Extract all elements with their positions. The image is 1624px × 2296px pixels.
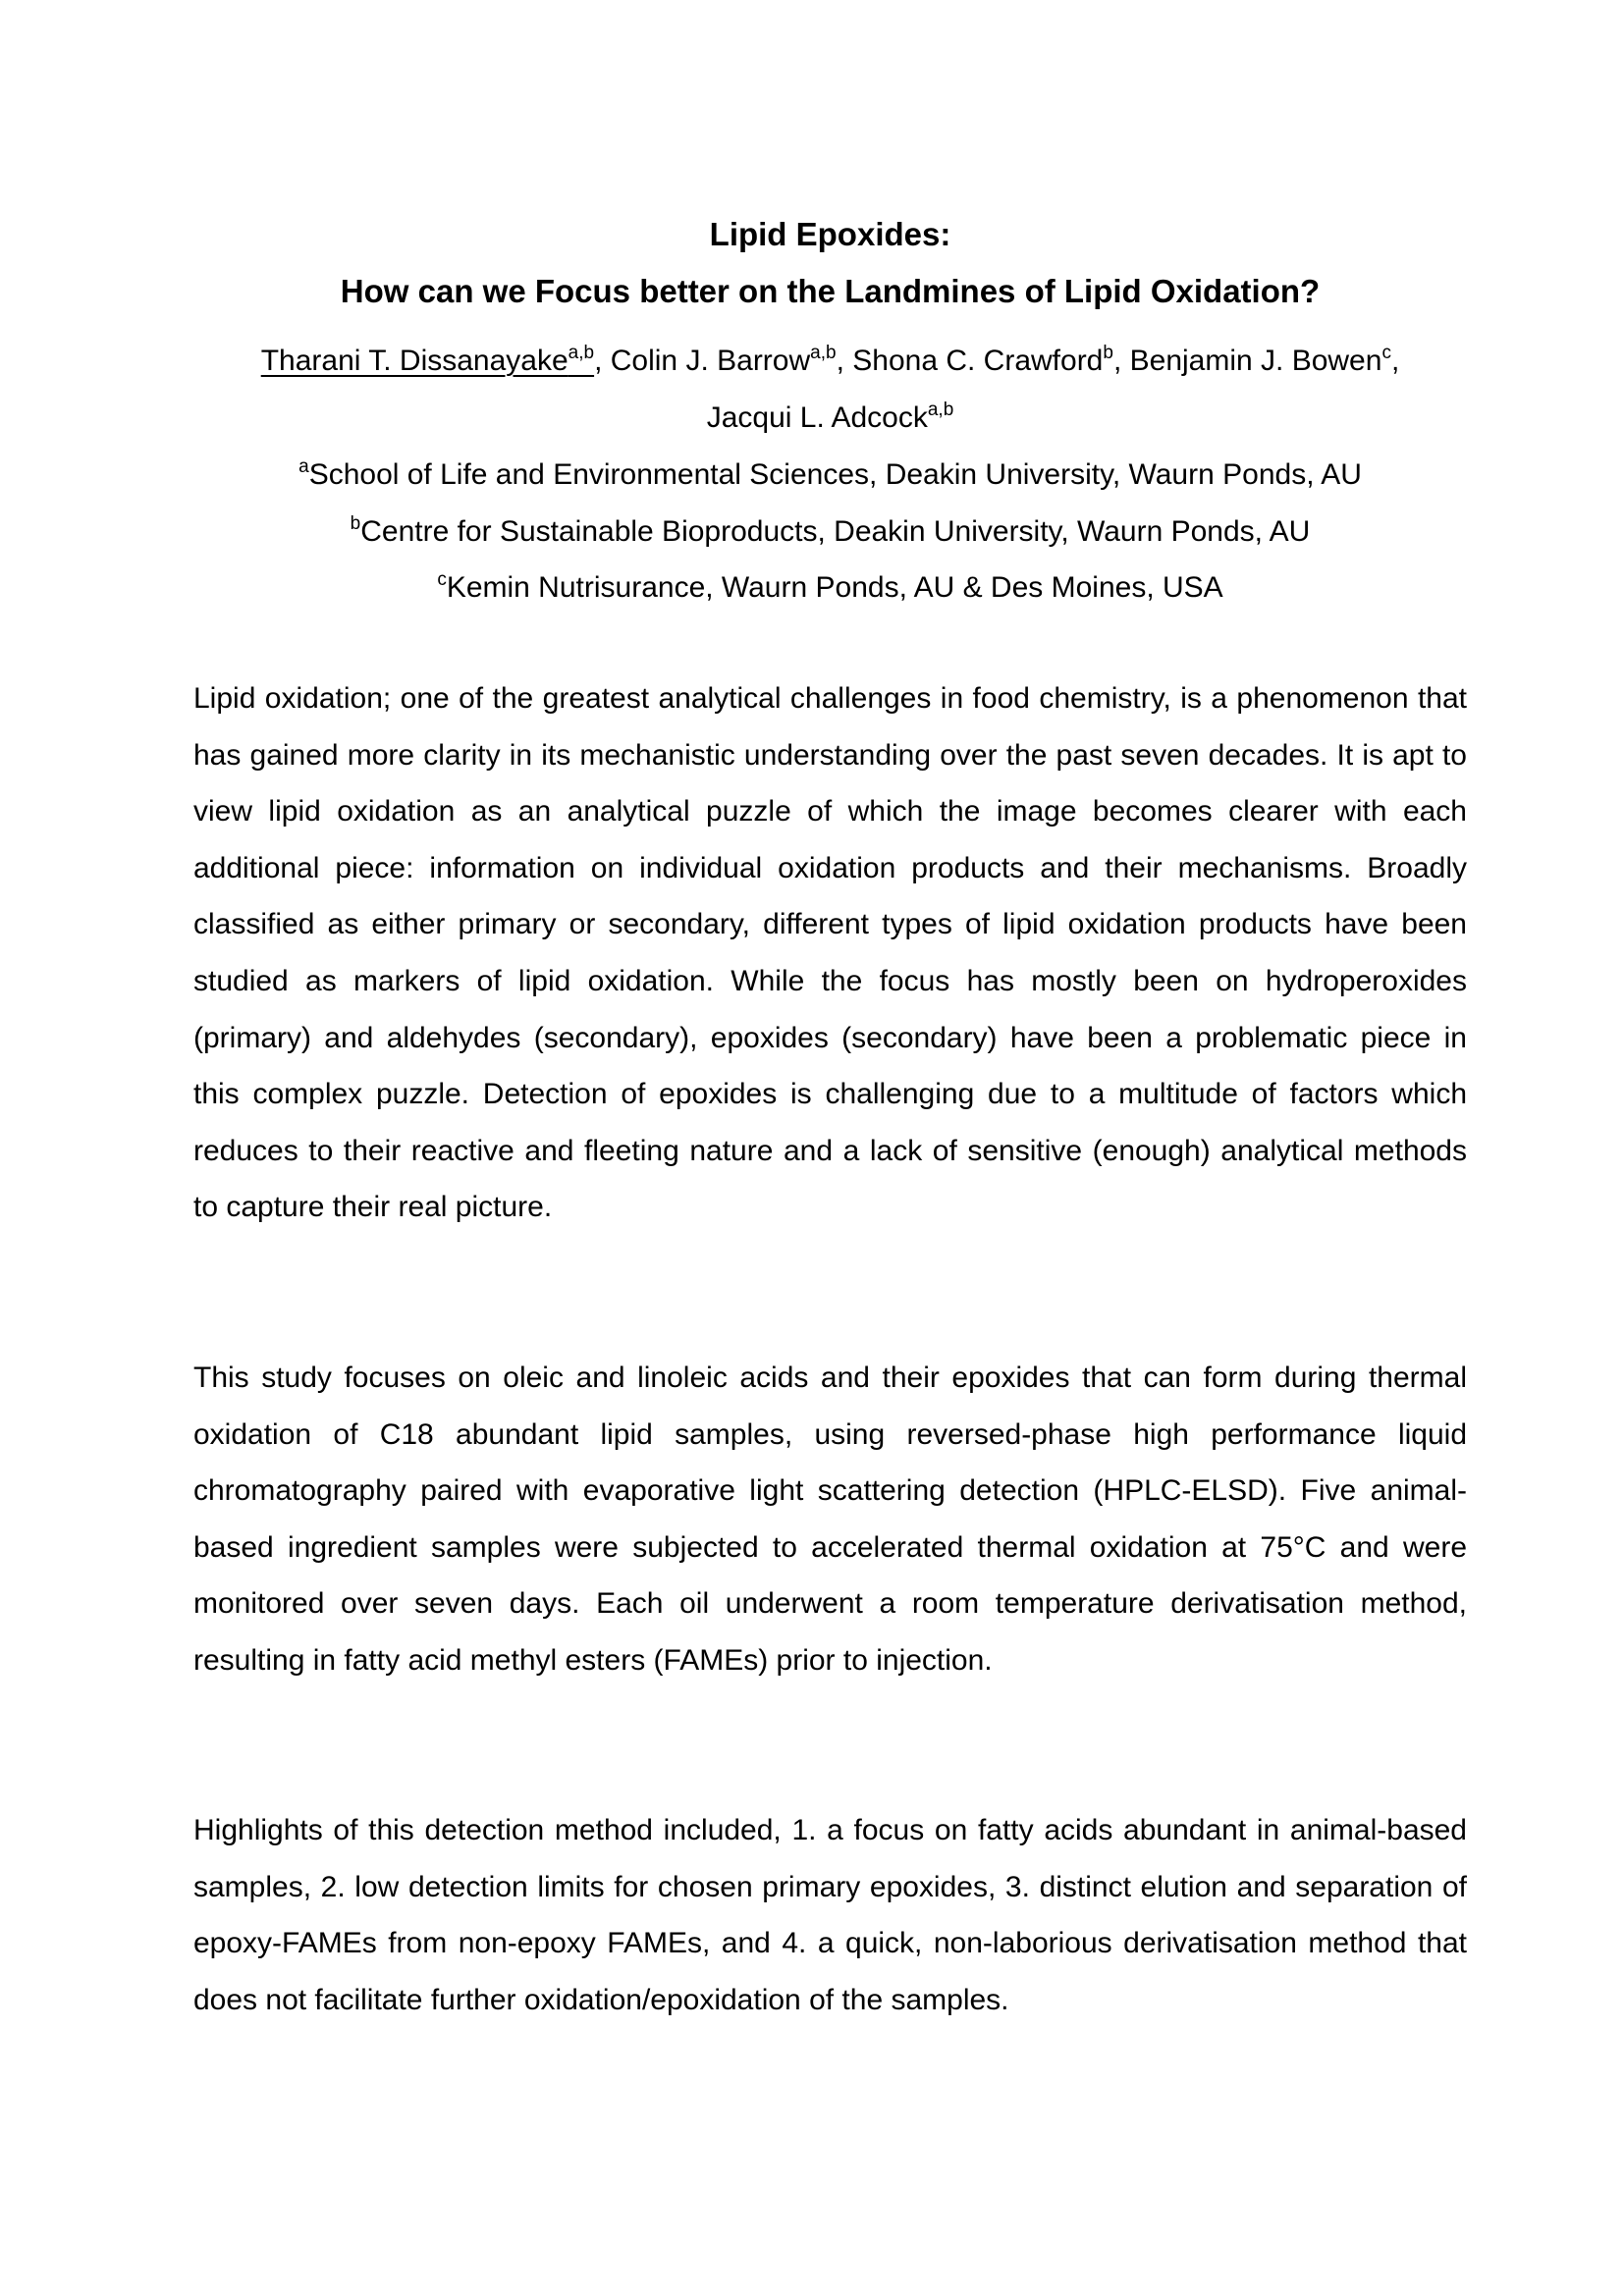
abstract-paragraph-1: Lipid oxidation; one of the greatest analytical challenges in food chemistry, is a phenomenon that has gained more clarity in its mechanistic understanding over the past seven decades. It is apt to view lipid oxidation as an analytical puzzle of which the image becomes clearer with each additional piece: information on individual oxidation products and their mechanisms. Broadly classified as either primary or secondary, different types of lipid oxidation products have been studied as markers of lipid oxidation. While the focus has mostly been on hydroperoxides (primary) and aldehydes (secondary), epoxides (secondary) have been a problematic piece in this complex puzzle. Detection of epoxides is challenging due to a multitude of factors which reduces to their reactive and fleeting nature and a lack of sensitive (enough) analytical methods to capture their real picture. xyxy=(193,682,1467,1224)
abstract-paragraph-3: Highlights of this detection method included, 1. a focus on fatty acids abundant in animal-based samples, 2. low detection limits for chosen primary epoxides, 3. distinct elution and separation of epoxy-FAMEs from non-epoxy FAMEs, and 4. a quick, non-laborious derivatisation method that does not facilitate further oxidation/epoxidation of the samples. xyxy=(193,1814,1467,2016)
author xyxy=(852,345,1113,377)
author xyxy=(611,345,837,377)
author-name: Benjamin J. Bowen xyxy=(1129,345,1382,377)
author-name: Jacqui L. Adcock xyxy=(706,400,928,434)
affiliation-mark: b xyxy=(1103,343,1113,363)
author xyxy=(707,401,954,434)
affiliation-mark: b xyxy=(350,512,361,534)
author-name: Shona C. Crawford xyxy=(852,345,1104,377)
affiliation-text: Centre for Sustainable Bioproducts, Deakin University, Waurn Ponds, AU xyxy=(360,514,1311,548)
title-line-2: How can we Focus better on the Landmines of Lipid Oxidation? xyxy=(340,273,1321,309)
affiliation-mark: c xyxy=(437,569,447,590)
author-list xyxy=(193,333,1467,446)
affiliation-b xyxy=(193,504,1467,561)
affiliation-c xyxy=(193,560,1467,616)
abstract-paragraph-2: This study focuses on oleic and linoleic acids and their epoxides that can form during thermal oxidation of C18 abundant lipid samples, using reversed-phase high performance liquid chromatography paired with evaporative light scattering detection (HPLC-ELSD). Five animal-based ingredient samples were subjected to accelerated thermal oxidation at 75°C and were monitored over seven days. Each oil underwent a room temperature derivatisation method, resulting in fatty acid methyl esters (FAMEs) prior to injection. xyxy=(193,1362,1467,1677)
affiliation-mark: a xyxy=(298,456,309,477)
affiliation-mark: a,b xyxy=(568,343,595,363)
author-presenting xyxy=(261,345,594,377)
author-name: Colin J. Barrow xyxy=(610,345,811,377)
affiliation-list xyxy=(193,447,1467,616)
author xyxy=(1130,345,1391,377)
affiliation-a xyxy=(193,447,1467,504)
author-separator: , xyxy=(1390,345,1400,377)
affiliation-mark: a,b xyxy=(927,399,954,420)
author-separator: , xyxy=(594,345,611,377)
author-separator: , xyxy=(1112,345,1130,377)
author-separator: , xyxy=(836,345,853,377)
affiliation-text: School of Life and Environmental Sciences, Deakin University, Waurn Ponds, AU xyxy=(308,458,1362,491)
affiliation-mark: c xyxy=(1381,343,1391,363)
title-line-1: Lipid Epoxides: xyxy=(709,216,951,252)
affiliation-mark: a,b xyxy=(810,343,837,363)
affiliation-text: Kemin Nutrisurance, Waurn Ponds, AU & Des Moines, USA xyxy=(446,571,1223,604)
author-name: Tharani T. Dissanayake xyxy=(260,345,568,377)
